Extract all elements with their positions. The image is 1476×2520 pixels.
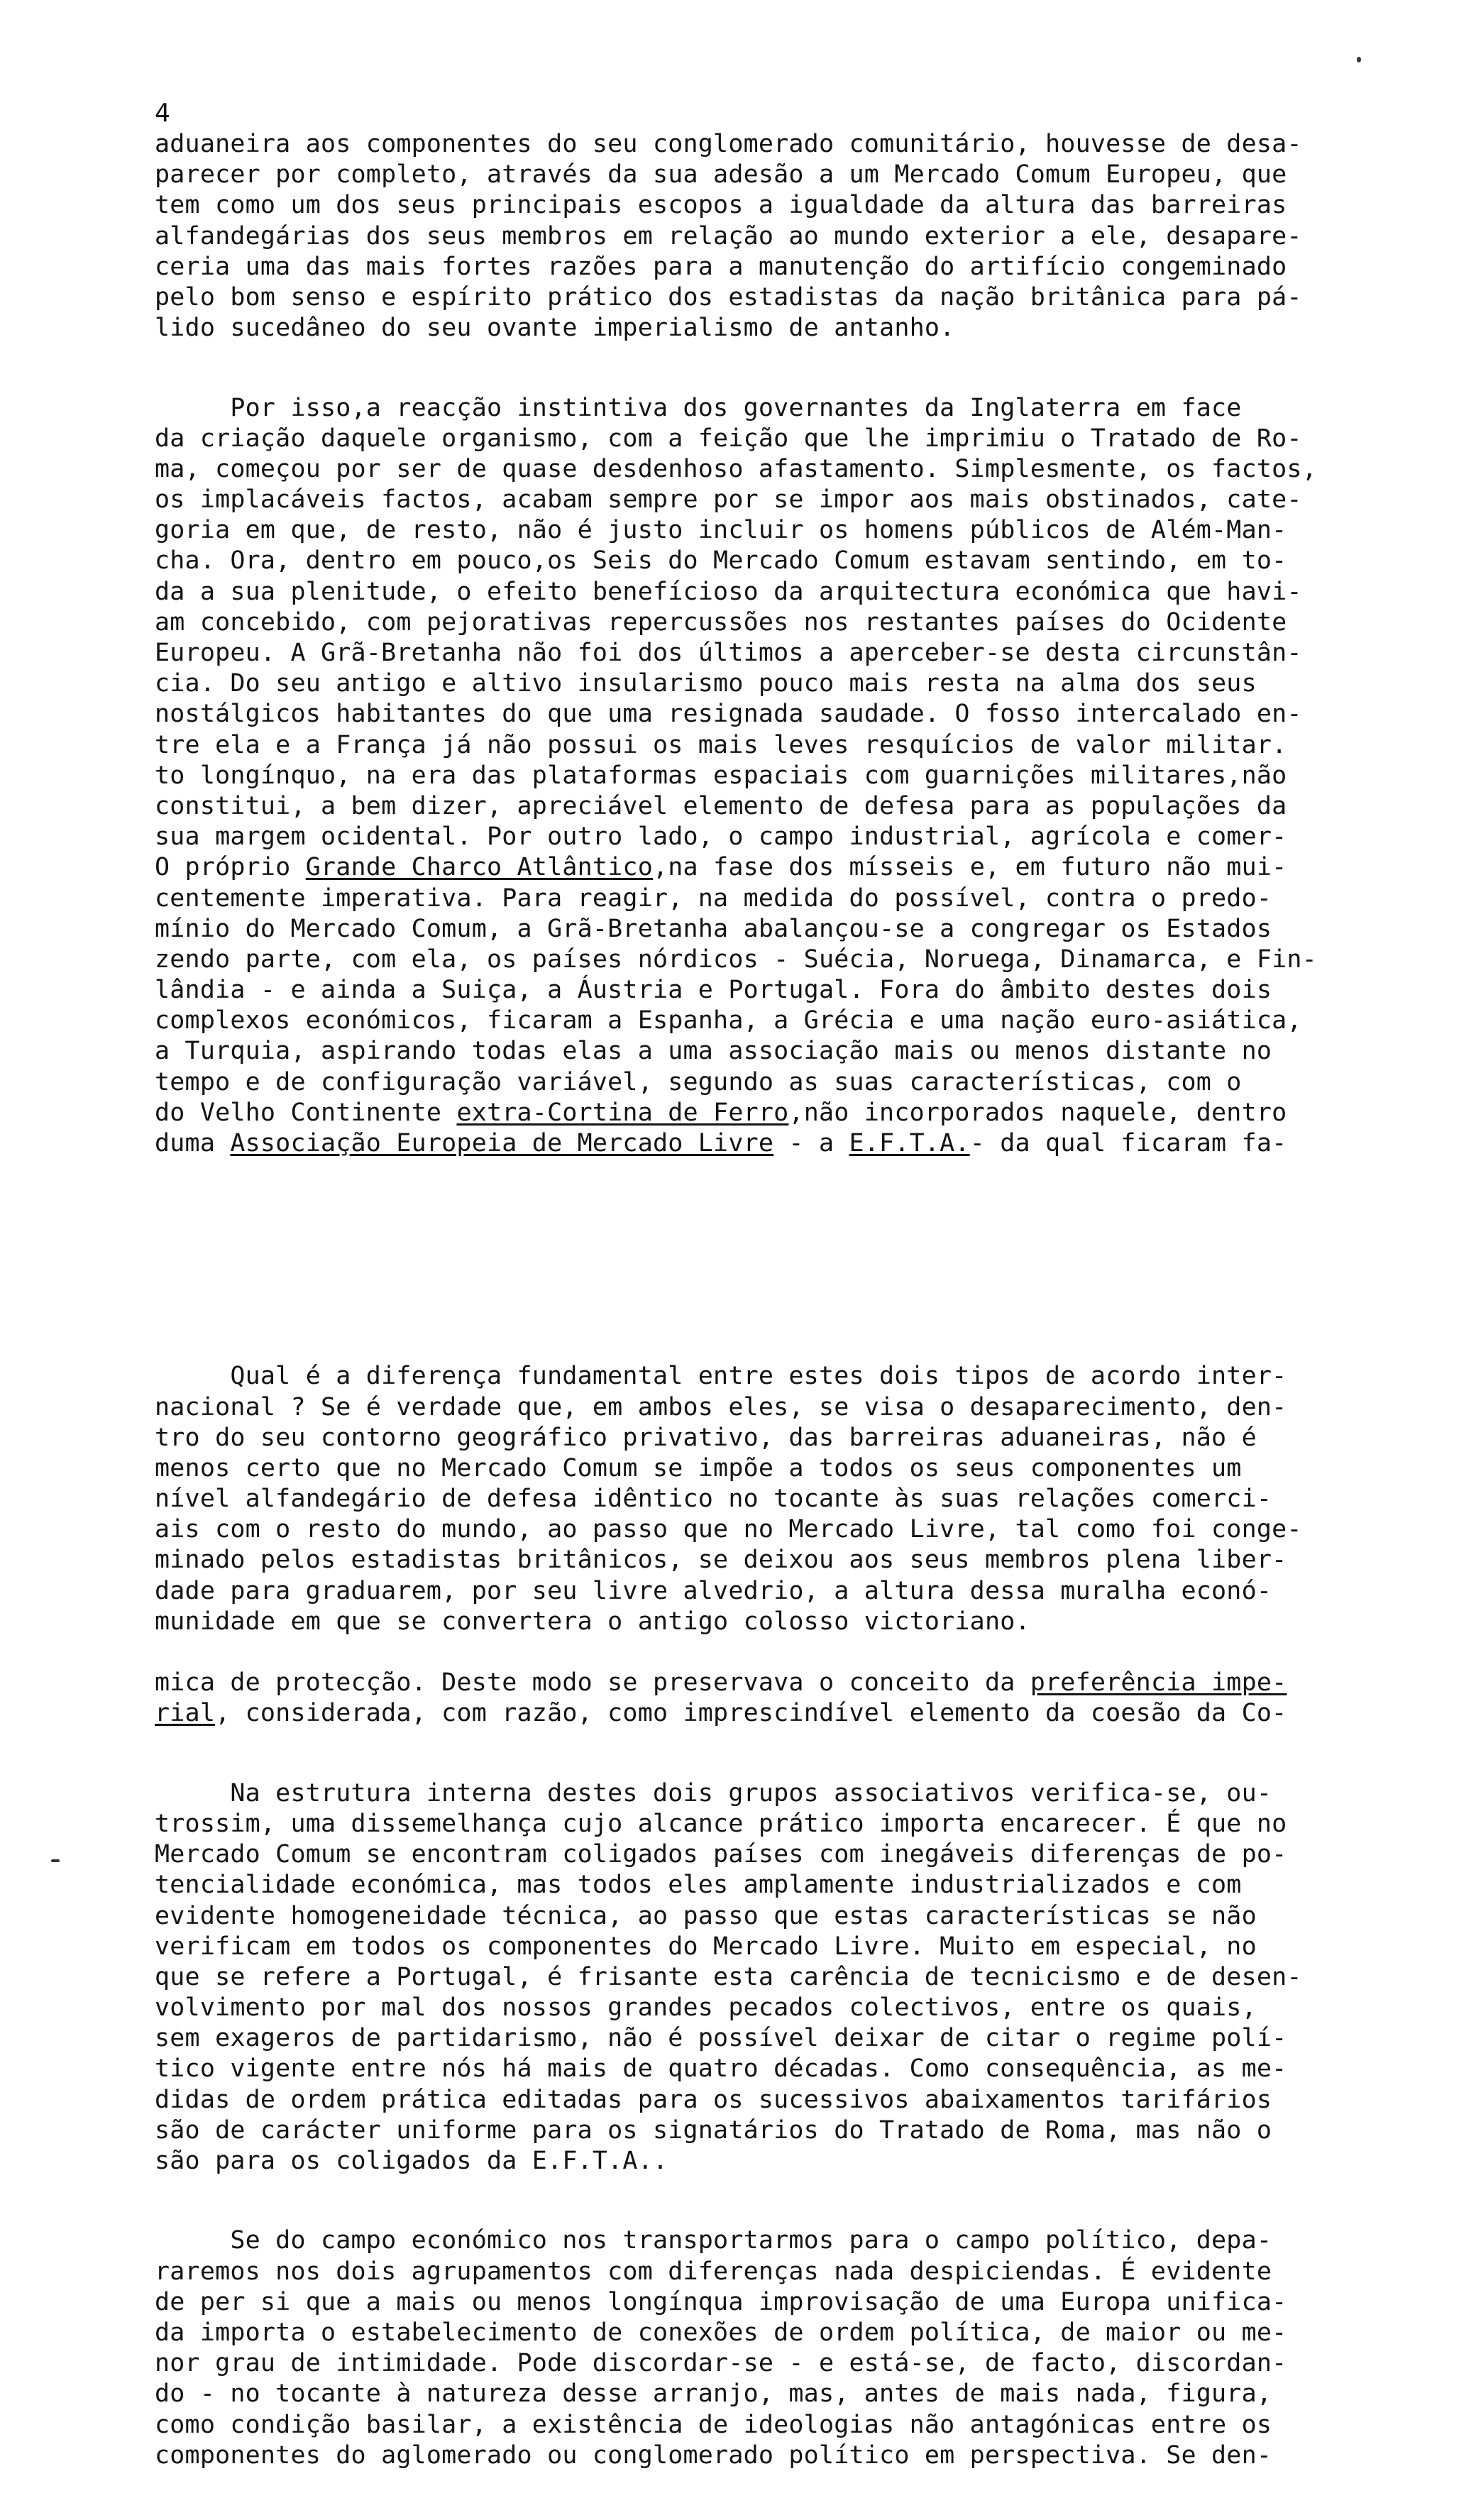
- paragraph: [155, 1778, 1446, 2208]
- text-line: dade para graduarem, por seu livre alvedrio, a altura dessa muralha econó-: [155, 1576, 1272, 1605]
- text-line: de per si que a mais ou menos longínqua improvisação de uma Europa unifica-: [155, 2287, 1287, 2316]
- page-number: 4: [155, 99, 170, 128]
- text-line: ceria uma das mais fortes razões para a manutenção do artifício congeminado: [155, 252, 1287, 281]
- text-line: tempo e de configuração variável, segundo as suas características, com o: [155, 1067, 1242, 1096]
- paragraph: [155, 1361, 1446, 1759]
- text-line: Na estrutura interna destes dois grupos associativos verifica-se, ou-: [155, 1778, 1272, 1808]
- text-line: munidade em que se convertera o antigo colosso victoriano.: [155, 1607, 1030, 1636]
- text-line: ais com o resto do mundo, ao passo que no Mercado Livre, tal como foi conge-: [155, 1515, 1302, 1544]
- text-line: os implacáveis factos, acabam sempre por se impor aos mais obstinados, cate-: [155, 485, 1302, 515]
- text-line: lido sucedâneo do seu ovante imperialismo de antanho.: [155, 314, 955, 343]
- text-line: nacional ? Se é verdade que, em ambos eles, se visa o desaparecimento, den-: [155, 1392, 1287, 1421]
- text-line: [155, 2177, 1446, 2207]
- text-line: mica de protecção. Deste modo se preservava o conceito da preferência impe-: [155, 1668, 1287, 1698]
- text-line: do Velho Continente extra-Cortina de Ferro,não incorporados naquele, dentro: [155, 1098, 1287, 1127]
- text-line: [155, 1189, 1446, 1220]
- text-line: am concebido, com pejorativas repercussões nos restantes países do Ocidente: [155, 607, 1287, 637]
- text-line: rial, considerada, com razão, como imprescindível elemento da coesão da Co-: [155, 1699, 1287, 1728]
- text-line: [155, 343, 1446, 374]
- text-line: parecer por completo, através da sua adesão a um Mercado Comum Europeu, que: [155, 160, 1287, 189]
- text-line: didas de ordem prática editadas para os sucessivos abaixamentos tarifários: [155, 2085, 1272, 2114]
- text-line: [155, 1637, 1446, 1668]
- text-line: do - no tocante à natureza desse arranjo, mas, antes de mais nada, figura,: [155, 2379, 1272, 2409]
- text-line: são para os coligados da E.F.T.A..: [155, 2147, 668, 2175]
- text-line: menos certo que no Mercado Comum se impõe a todos os seus componentes um: [155, 1453, 1242, 1482]
- scan-speck: [1357, 57, 1361, 62]
- text-line: Por isso,a reacção instintiva dos governantes da Inglaterra em face: [155, 393, 1242, 422]
- text-line: [155, 1221, 1446, 1251]
- text-line: Europeu. A Grã-Bretanha não foi dos últimos a aperceber-se desta circunstân-: [155, 639, 1302, 667]
- text-line: sua margem ocidental. Por outro lado, o campo industrial, agrícola e comer-: [155, 822, 1287, 852]
- text-line: são de carácter uniforme para os signatários do Tratado de Roma, mas não o: [155, 2115, 1272, 2145]
- text-line: como condição basilar, a existência de ideologias não antagónicas entre os: [155, 2410, 1272, 2439]
- text-line: constitui, a bem dizer, apreciável elemento de defesa para as populações da: [155, 791, 1287, 820]
- text-line: cia. Do seu antigo e altivo insularismo pouco mais resta na alma dos seus: [155, 669, 1257, 698]
- text-line: [155, 1251, 1446, 1282]
- text-line: evidente homogeneidade técnica, ao passo que estas características se não: [155, 1901, 1257, 1930]
- text-line: nível alfandegário de defesa idêntico no tocante às suas relações comerci-: [155, 1485, 1272, 1514]
- text-line: ma, começou por ser de quase desdenhoso afastamento. Simplesmente, os factos,: [155, 454, 1317, 483]
- text-line: da criação daquele organismo, com a feição que lhe imprimiu o Tratado de Ro-: [155, 424, 1302, 453]
- text-line: tem como um dos seus principais escopos a igualdade da altura das barreiras: [155, 191, 1287, 220]
- text-line: [155, 2471, 1446, 2502]
- text-line: raremos nos dois agrupamentos com diferenças nada despiciendas. É evidente: [155, 2257, 1272, 2286]
- text-line: centemente imperativa. Para reagir, na medida do possível, contra o predo-: [155, 884, 1272, 913]
- text-line: tencialidade económica, mas todos eles amplamente industrializados e com: [155, 1871, 1242, 1900]
- text-line: pelo bom senso e espírito prático dos estadistas da nação britânica para pá-: [155, 282, 1302, 312]
- text-line: [155, 1312, 1446, 1343]
- text-line: a Turquia, aspirando todas elas a uma associação mais ou menos distante no: [155, 1037, 1272, 1066]
- text-line: duma Associação Europeia de Mercado Livre - a E.F.T.A.- da qual ficaram fa-: [155, 1129, 1287, 1157]
- text-line: nostálgicos habitantes do que uma resignada saudade. O fosso intercalado en-: [155, 700, 1302, 729]
- paragraph: [155, 129, 1446, 375]
- paragraph: [155, 393, 1446, 1343]
- scan-speck: [51, 1859, 60, 1862]
- text-line: Mercado Comum se encontram coligados países com inegáveis diferenças de po-: [155, 1840, 1287, 1869]
- document-body: [155, 129, 1446, 2520]
- text-line: tre ela e a França já não possui os mais leves resquícios de valor militar.: [155, 730, 1287, 759]
- text-line: [155, 1159, 1446, 1189]
- text-line: tico vigente entre nós há mais de quatro décadas. Como consequência, as me-: [155, 2054, 1287, 2084]
- text-line: [155, 1282, 1446, 1312]
- text-line: cha. Ora, dentro em pouco,os Seis do Mercado Comum estavam sentindo, em to-: [155, 546, 1287, 576]
- text-line: Qual é a diferença fundamental entre estes dois tipos de acordo inter-: [155, 1362, 1287, 1391]
- text-line: sem exageros de partidarismo, não é possível deixar de citar o regime polí-: [155, 2024, 1287, 2053]
- text-line: lândia - e ainda a Suiça, a Áustria e Portugal. Fora do âmbito destes dois: [155, 976, 1272, 1005]
- text-line: mínio do Mercado Comum, a Grã-Bretanha abalançou-se a congregar os Estados: [155, 914, 1272, 943]
- text-line: minado pelos estadistas britânicos, se deixou aos seus membros plena liber-: [155, 1546, 1287, 1575]
- text-line: que se refere a Portugal, é frisante esta carência de tecnicismo e de desen-: [155, 1962, 1302, 1991]
- text-line: volvimento por mal dos nossos grandes pecados colectivos, entre os quais,: [155, 1993, 1257, 2023]
- text-line: da importa o estabelecimento de conexões de ordem política, de maior ou me-: [155, 2318, 1287, 2347]
- text-line: [155, 1729, 1446, 1760]
- text-line: da a sua plenitude, o efeito benefícioso da arquitectura económica que havi-: [155, 577, 1302, 606]
- text-line: zendo parte, com ela, os países nórdicos - Suécia, Noruega, Dinamarca, e Fin-: [155, 945, 1317, 974]
- text-line: componentes do aglomerado ou conglomerado político em perspectiva. Se den-: [155, 2441, 1272, 2470]
- text-line: trossim, uma dissemelhança cujo alcance prático importa encarecer. É que no: [155, 1809, 1287, 1838]
- text-line: nor grau de intimidade. Pode discordar-se - e está-se, de facto, discordan-: [155, 2349, 1287, 2378]
- text-line: to longínquo, na era das plataformas espaciais com guarnições militares,não: [155, 761, 1287, 790]
- text-line: O próprio Grande Charco Atlântico,na fase dos mísseis e, em futuro não mui-: [155, 853, 1287, 882]
- text-line: Se do campo económico nos transportarmos para o campo político, depa-: [155, 2226, 1272, 2255]
- paragraph: [155, 2225, 1446, 2502]
- text-line: tro do seu contorno geográfico privativo, das barreiras aduaneiras, não é: [155, 1423, 1257, 1452]
- text-line: complexos económicos, ficaram a Espanha, a Grécia e uma nação euro-asiática,: [155, 1006, 1302, 1035]
- text-line: verificam em todos os componentes do Mercado Livre. Muito em especial, no: [155, 1932, 1257, 1961]
- text-line: alfandegárias dos seus membros em relação ao mundo exterior a ele, desapare-: [155, 221, 1302, 251]
- text-line: goria em que, de resto, não é justo incluir os homens públicos de Além-Man-: [155, 516, 1287, 545]
- text-line: aduaneira aos componentes do seu conglomerado comunitário, houvesse de desa-: [155, 130, 1302, 158]
